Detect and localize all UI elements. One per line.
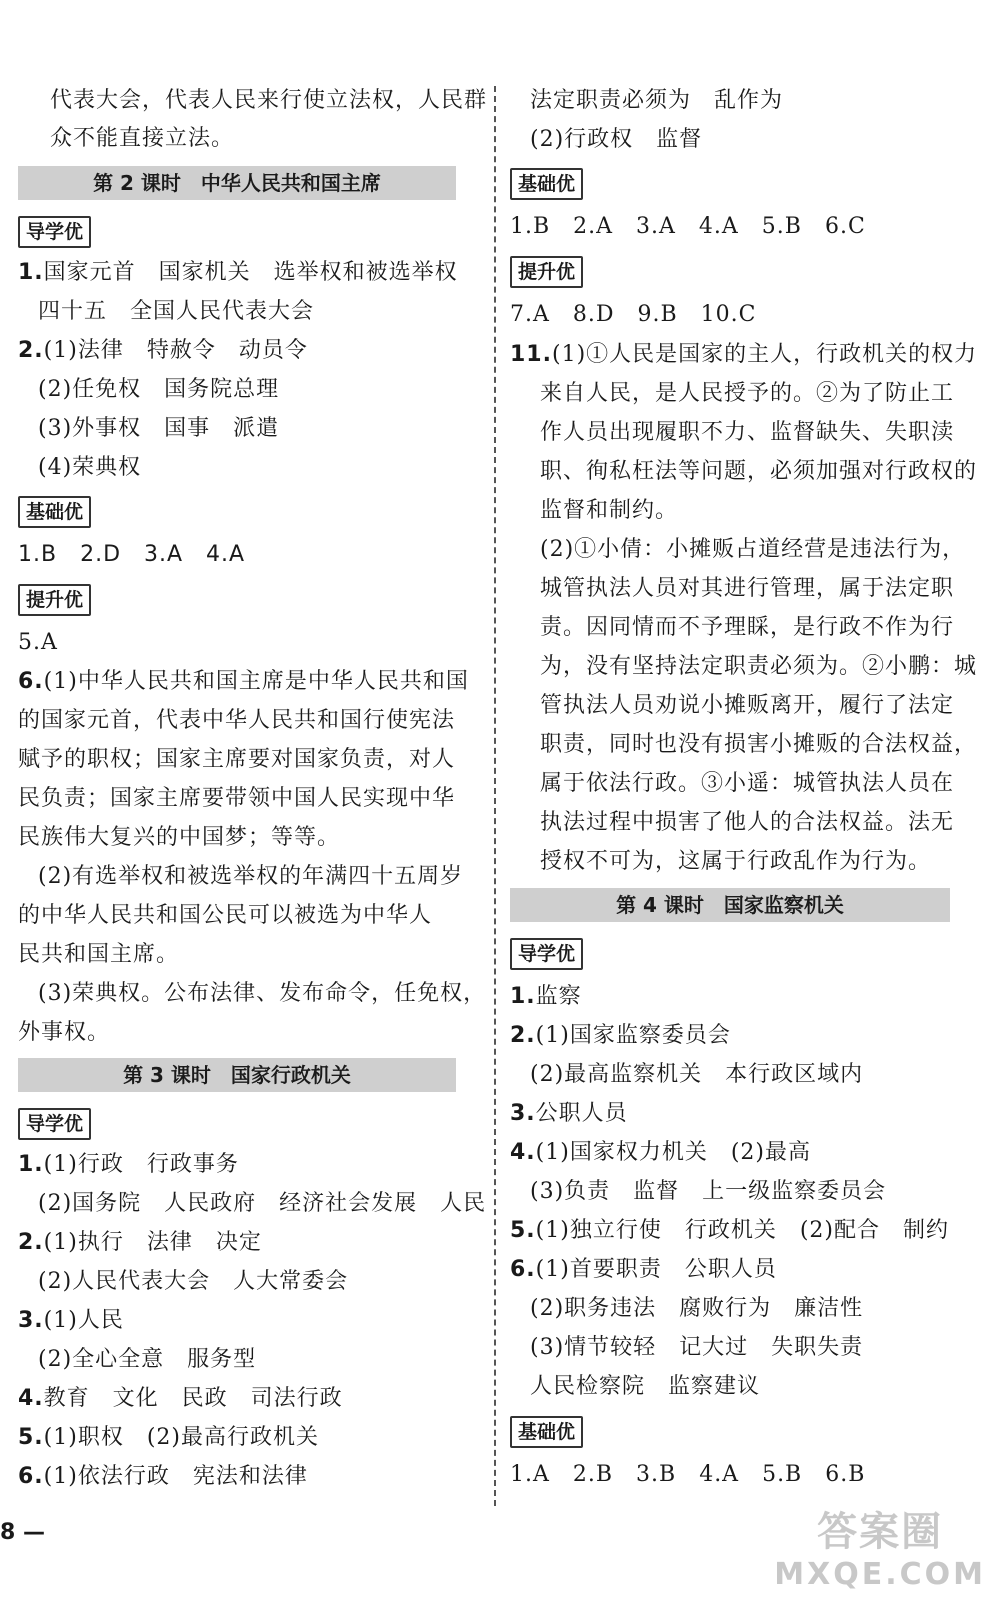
answer-text: (1)国家权力机关 (2)最高 — [535, 1140, 811, 1165]
answer-text: 执法过程中损害了他人的合法权益。法无 — [540, 810, 955, 835]
mc-answers: 1.A 2.B 3.B 4.A 5.B 6.B — [510, 1462, 866, 1487]
answer-text: 人民检察院 监察建议 — [530, 1374, 761, 1399]
answer-text: (1)行政 行政事务 — [43, 1152, 239, 1177]
answer-text: (1)国家监察委员会 — [535, 1023, 731, 1048]
answer-text: 监督和制约。 — [540, 498, 679, 523]
answer-text: (1)法律 特赦令 动员令 — [43, 338, 308, 363]
lesson-4-title: 第 4 课时 国家监察机关 — [510, 888, 950, 922]
question-number: 5. — [510, 1218, 536, 1243]
answer-text: 授权不可为，这属于行政乱作为行为。 — [540, 849, 932, 874]
answer-text: (4)荣典权 — [38, 455, 142, 480]
mc-answers: 1.B 2.D 3.A 4.A — [18, 542, 246, 567]
text-line: 众不能直接立法。 — [50, 126, 235, 151]
answer-text: (2)①小倩：小摊贩占道经营是违法行为， — [540, 537, 966, 562]
answer-text: 公职人员 — [535, 1101, 628, 1126]
mc-answers: 5.A — [18, 630, 58, 655]
answer-text: (3)外事权 国事 派遣 — [38, 416, 280, 441]
answer-text: 城管执法人员对其进行管理，属于法定职 — [540, 576, 955, 601]
column-divider — [494, 86, 496, 1506]
jichu-tag: 基础优 — [510, 168, 583, 200]
answer-text: 职、徇私枉法等问题，必须加强对行政权的 — [540, 459, 978, 484]
answer-text: 的国家元首，代表中华人民共和国行使宪法 — [18, 708, 456, 733]
answer-text: 的中华人民共和国公民可以被选为中华人 — [18, 903, 433, 928]
answer-text: (3)负责 监督 上一级监察委员会 — [530, 1179, 887, 1204]
question-number: 6. — [18, 669, 44, 694]
answer-text: (3)情节较轻 记大过 失职失责 — [530, 1335, 864, 1360]
answer-text: (2)最高监察机关 本行政区域内 — [530, 1062, 864, 1087]
watermark-text: 答案圈 — [817, 1509, 944, 1555]
answer-text: (2)人民代表大会 人大常委会 — [38, 1269, 349, 1294]
question-number: 1. — [510, 984, 536, 1009]
daoxue-tag: 导学优 — [18, 1108, 91, 1140]
answer-text: 监察 — [535, 984, 582, 1009]
answer-text: 来自人民，是人民授予的。②为了防止工 — [540, 381, 955, 406]
answer-text: 为，没有坚持法定职责必须为。②小鹏：城 — [540, 654, 978, 679]
answer-text: (1)职权 (2)最高行政机关 — [43, 1425, 319, 1450]
question-number: 2. — [510, 1023, 536, 1048]
answer-text: (2)职务违法 腐败行为 廉洁性 — [530, 1296, 864, 1321]
answer-text: (1)独立行使 行政机关 (2)配合 制约 — [535, 1218, 949, 1243]
mc-answers: 7.A 8.D 9.B 10.C — [510, 302, 757, 327]
watermark-logo — [774, 1500, 986, 1592]
answer-text: 外事权。 — [18, 1020, 111, 1045]
daoxue-tag: 导学优 — [18, 216, 91, 248]
answer-text: (1)人民 — [43, 1308, 124, 1333]
answer-text: 民负责；国家主席要带领中国人民实现中华 — [18, 786, 456, 811]
answer-text: (2)有选举权和被选举权的年满四十五周岁 — [38, 864, 464, 889]
answer-text: (1)①人民是国家的主人，行政机关的权力 — [551, 342, 978, 367]
answer-text: 民共和国主席。 — [18, 942, 180, 967]
answer-text: 教育 文化 民政 司法行政 — [43, 1386, 343, 1411]
text-line: 代表大会，代表人民来行使立法权，人民群 — [50, 88, 488, 113]
answer-text: (2)任免权 国务院总理 — [38, 377, 280, 402]
text-line: (2)行政权 监督 — [530, 127, 703, 152]
answer-text: 民族伟大复兴的中国梦；等等。 — [18, 825, 341, 850]
answer-text: (1)执行 法律 决定 — [43, 1230, 262, 1255]
answer-text: 赋予的职权；国家主席要对国家负责，对人 — [18, 747, 456, 772]
question-number: 6. — [510, 1257, 536, 1282]
answer-text: (3)荣典权。公布法律、发布命令，任免权， — [38, 981, 487, 1006]
daoxue-tag: 导学优 — [510, 938, 583, 970]
jichu-tag: 基础优 — [510, 1416, 583, 1448]
question-number: 1. — [18, 260, 44, 285]
answer-text: 责。因同情而不予理睬，是行政不作为行 — [540, 615, 955, 640]
question-number: 11. — [510, 342, 552, 367]
answer-text: (2)国务院 人民政府 经济社会发展 人民 — [38, 1191, 487, 1216]
question-number: 3. — [510, 1101, 536, 1126]
answer-text: (1)依法行政 宪法和法律 — [43, 1464, 308, 1489]
tisheng-tag: 提升优 — [510, 256, 583, 288]
lesson-2-title: 第 2 课时 中华人民共和国主席 — [18, 166, 456, 200]
answer-text: 作人员出现履职不力、监督缺失、失职渎 — [540, 420, 955, 445]
question-number: 4. — [510, 1140, 536, 1165]
question-number: 4. — [18, 1386, 44, 1411]
question-number: 1. — [18, 1152, 44, 1177]
page-number: 8 — — [0, 1520, 45, 1545]
lesson-3-title: 第 3 课时 国家行政机关 — [18, 1058, 456, 1092]
answer-text: (2)全心全意 服务型 — [38, 1347, 257, 1372]
answer-text: 职责，同时也没有损害小摊贩的合法权益， — [540, 732, 978, 757]
jichu-tag: 基础优 — [18, 496, 91, 528]
mc-answers: 1.B 2.A 3.A 4.A 5.B 6.C — [510, 214, 866, 239]
watermark-url: MXQE.COM — [774, 1557, 986, 1592]
answer-text: 国家元首 国家机关 选举权和被选举权 — [43, 260, 458, 285]
answer-text: (1)中华人民共和国主席是中华人民共和国 — [43, 669, 469, 694]
question-number: 6. — [18, 1464, 44, 1489]
text-line: 法定职责必须为 乱作为 — [530, 88, 784, 113]
answer-text: 管执法人员劝说小摊贩离开，履行了法定 — [540, 693, 955, 718]
answer-text: (1)首要职责 公职人员 — [535, 1257, 777, 1282]
question-number: 2. — [18, 1230, 44, 1255]
answer-text: 属于依法行政。③小遥：城管执法人员在 — [540, 771, 955, 796]
question-number: 5. — [18, 1425, 44, 1450]
question-number: 2. — [18, 338, 44, 363]
answer-text: 四十五 全国人民代表大会 — [38, 299, 315, 324]
question-number: 3. — [18, 1308, 44, 1333]
tisheng-tag: 提升优 — [18, 584, 91, 616]
